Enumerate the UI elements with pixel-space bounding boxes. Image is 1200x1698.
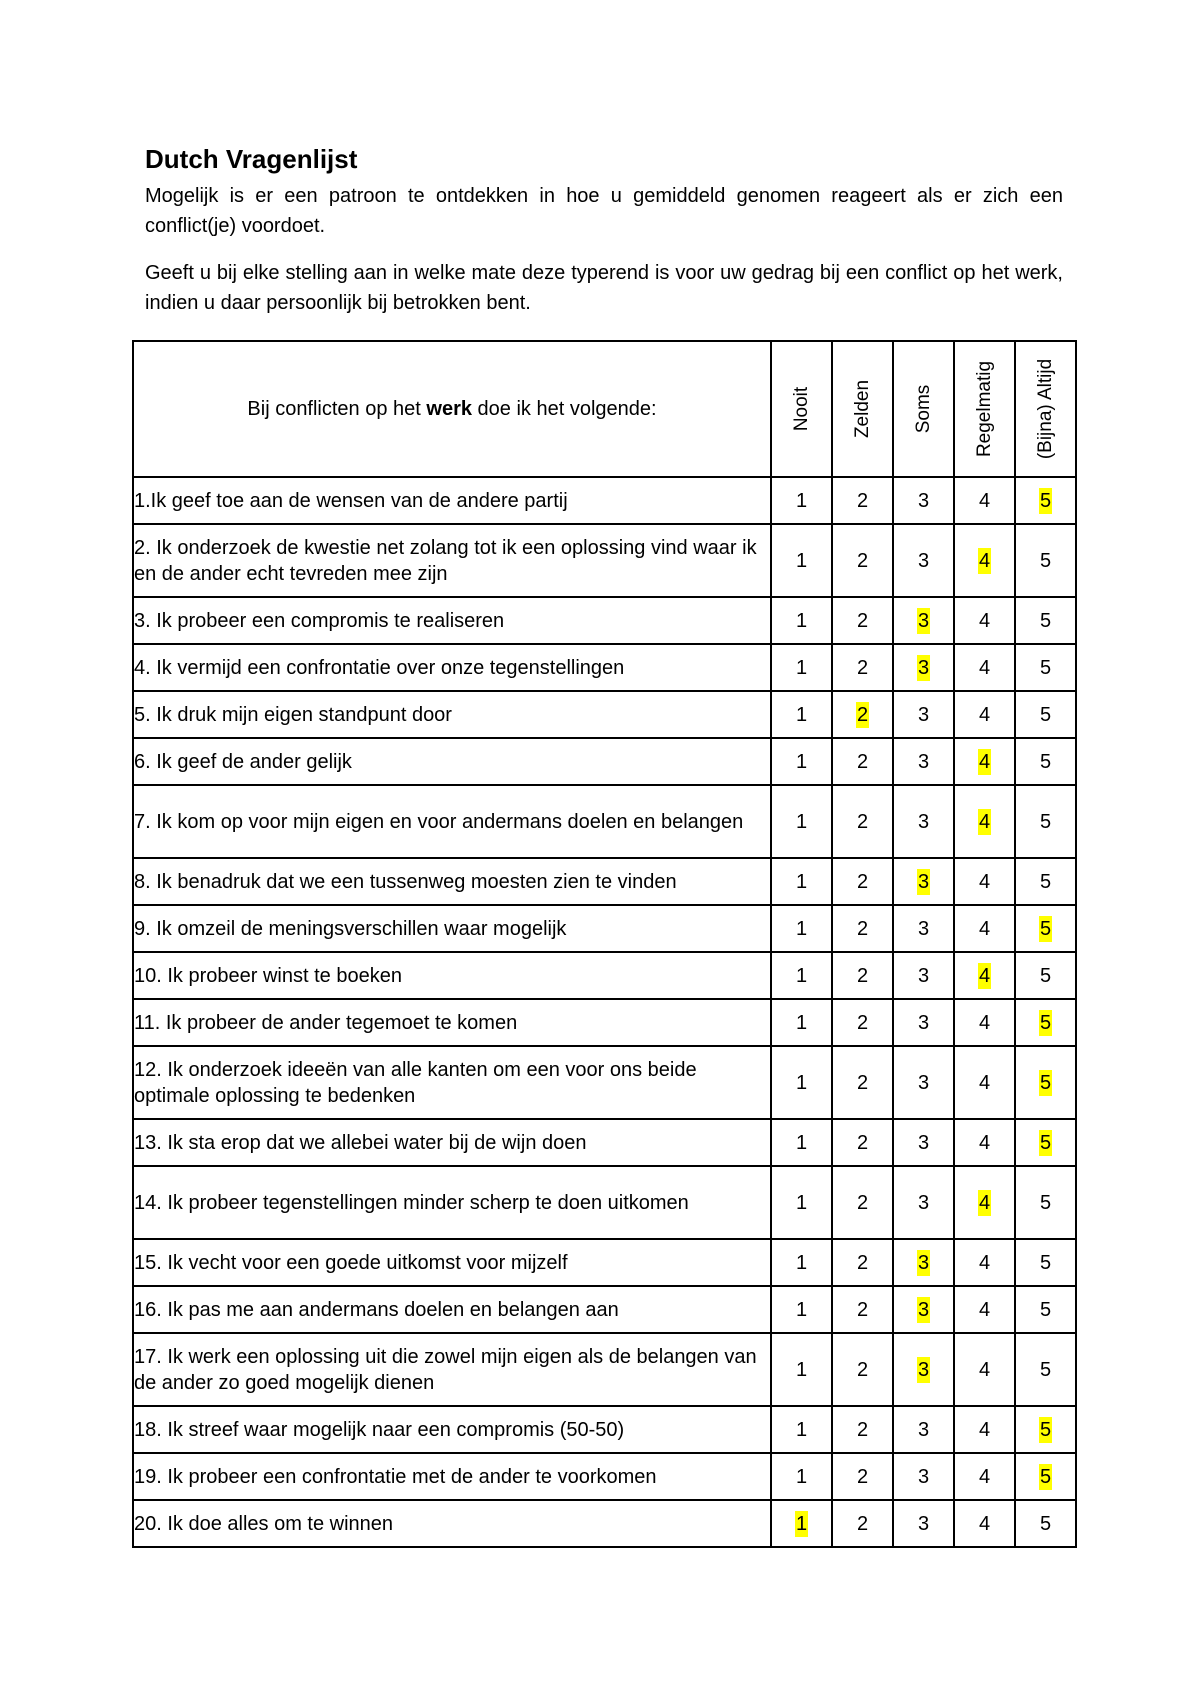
score-value: 1 [795, 1512, 808, 1535]
table-row [133, 1166, 1076, 1239]
statement-cell: 20. Ik doe alles om te winnen [133, 1500, 771, 1547]
score-option-2[interactable] [832, 905, 893, 952]
score-value: 1 [795, 1011, 808, 1034]
instruction-paragraph: Geeft u bij elke stelling aan in welke mate deze typerend is voor uw gedrag bij een conflict op het werk, indien u daar persoonlijk bij betrokken bent. [145, 262, 1063, 314]
score-value: 5 [1039, 750, 1052, 773]
score-value: 2 [856, 1191, 869, 1214]
score-value: 1 [795, 1418, 808, 1441]
score-option-4[interactable] [954, 952, 1015, 999]
score-option-2[interactable] [832, 1166, 893, 1239]
statement-cell: 5. Ik druk mijn eigen standpunt door [133, 691, 771, 738]
score-option-3[interactable] [893, 1046, 954, 1119]
score-value: 3 [917, 917, 930, 940]
score-value: 3 [917, 1512, 930, 1535]
score-value: 3 [917, 1071, 930, 1094]
score-value: 4 [978, 810, 991, 833]
score-value: 4 [978, 1512, 991, 1535]
score-option-5[interactable] [1015, 691, 1076, 738]
score-option-4[interactable] [954, 1166, 1015, 1239]
score-option-5[interactable] [1015, 1500, 1076, 1547]
score-option-4[interactable] [954, 1119, 1015, 1166]
score-option-2[interactable] [832, 1333, 893, 1406]
header-prefix: Bij conflicten op het [247, 398, 427, 420]
score-option-1[interactable] [771, 1500, 832, 1547]
score-value: 2 [856, 810, 869, 833]
score-value: 1 [795, 750, 808, 773]
score-value: 4 [978, 1191, 991, 1214]
score-option-1[interactable] [771, 1406, 832, 1453]
score-value: 3 [917, 750, 930, 773]
statement-cell: 14. Ik probeer tegenstellingen minder scherp te doen uitkomen [133, 1166, 771, 1239]
table-row [133, 691, 1076, 738]
score-value: 3 [917, 870, 930, 893]
score-value: 3 [917, 1465, 930, 1488]
score-value: 2 [856, 1251, 869, 1274]
scale-header-soms [893, 341, 954, 477]
score-value: 2 [856, 964, 869, 987]
score-value: 1 [795, 549, 808, 572]
score-option-5[interactable] [1015, 785, 1076, 858]
score-value: 1 [795, 1131, 808, 1154]
statement-cell: 6. Ik geef de ander gelijk [133, 738, 771, 785]
score-value: 5 [1039, 549, 1052, 572]
header-suffix: doe ik het volgende: [472, 398, 657, 420]
score-value: 3 [917, 1298, 930, 1321]
score-option-1[interactable] [771, 524, 832, 597]
score-value: 1 [795, 917, 808, 940]
score-option-3[interactable] [893, 597, 954, 644]
score-option-3[interactable] [893, 738, 954, 785]
score-value: 4 [978, 1358, 991, 1381]
score-option-5[interactable] [1015, 858, 1076, 905]
table-row [133, 1046, 1076, 1119]
scale-label: (Bijna) Altijd [1034, 358, 1056, 460]
score-value: 5 [1039, 1011, 1052, 1034]
statement-cell: 10. Ik probeer winst te boeken [133, 952, 771, 999]
score-option-4[interactable] [954, 1333, 1015, 1406]
score-option-4[interactable] [954, 858, 1015, 905]
score-value: 4 [978, 1131, 991, 1154]
score-value: 4 [978, 1011, 991, 1034]
score-option-4[interactable] [954, 1046, 1015, 1119]
scale-header-regelmatig [954, 341, 1015, 477]
score-option-1[interactable] [771, 1166, 832, 1239]
score-value: 1 [795, 1071, 808, 1094]
score-value: 2 [856, 1131, 869, 1154]
score-value: 3 [917, 489, 930, 512]
score-option-4[interactable] [954, 999, 1015, 1046]
score-value: 1 [795, 609, 808, 632]
score-option-3[interactable] [893, 644, 954, 691]
score-value: 5 [1039, 964, 1052, 987]
score-option-2[interactable] [832, 597, 893, 644]
score-value: 1 [795, 489, 808, 512]
page-title: Dutch Vragenlijst [145, 144, 358, 174]
score-option-3[interactable] [893, 785, 954, 858]
score-value: 4 [978, 1465, 991, 1488]
score-value: 5 [1039, 917, 1052, 940]
table-row [133, 477, 1076, 524]
score-value: 4 [978, 917, 991, 940]
score-option-5[interactable] [1015, 597, 1076, 644]
score-option-2[interactable] [832, 1500, 893, 1547]
scale-header-zelden [832, 341, 893, 477]
score-option-5[interactable] [1015, 1406, 1076, 1453]
scale-label: Nooit [790, 386, 812, 432]
questionnaire-table [132, 340, 1077, 1548]
score-value: 3 [917, 1011, 930, 1034]
score-value: 5 [1039, 1358, 1052, 1381]
score-value: 4 [978, 656, 991, 679]
score-value: 3 [917, 656, 930, 679]
score-value: 1 [795, 703, 808, 726]
score-value: 4 [978, 1071, 991, 1094]
score-option-1[interactable] [771, 858, 832, 905]
score-value: 4 [978, 750, 991, 773]
table-row [133, 644, 1076, 691]
score-value: 1 [795, 1191, 808, 1214]
score-option-5[interactable] [1015, 1453, 1076, 1500]
score-option-3[interactable] [893, 1333, 954, 1406]
score-option-3[interactable] [893, 1166, 954, 1239]
score-option-4[interactable] [954, 1286, 1015, 1333]
table-row [133, 1286, 1076, 1333]
statement-cell: 1.Ik geef toe aan de wensen van de andere partij [133, 477, 771, 524]
statement-cell: 2. Ik onderzoek de kwestie net zolang tot ik een oplossing vind waar ik en de ander echt tevreden mee zijn [133, 524, 771, 597]
score-value: 3 [917, 549, 930, 572]
score-option-1[interactable] [771, 597, 832, 644]
score-value: 2 [856, 750, 869, 773]
score-value: 5 [1039, 1418, 1052, 1441]
score-option-1[interactable] [771, 1286, 832, 1333]
table-row [133, 785, 1076, 858]
score-option-1[interactable] [771, 999, 832, 1046]
header-bold-word: werk [426, 398, 472, 420]
statement-cell: 3. Ik probeer een compromis te realiseren [133, 597, 771, 644]
score-value: 4 [978, 1298, 991, 1321]
score-value: 1 [795, 1298, 808, 1321]
statement-cell: 17. Ik werk een oplossing uit die zowel mijn eigen als de belangen van de ander zo goed mogelijk dienen [133, 1333, 771, 1406]
table-row [133, 1500, 1076, 1547]
statement-cell: 18. Ik streef waar mogelijk naar een compromis (50-50) [133, 1406, 771, 1453]
score-option-5[interactable] [1015, 905, 1076, 952]
statement-cell: 12. Ik onderzoek ideeën van alle kanten om een voor ons beide optimale oplossing te bedenken [133, 1046, 771, 1119]
score-option-2[interactable] [832, 738, 893, 785]
score-value: 1 [795, 870, 808, 893]
score-option-2[interactable] [832, 785, 893, 858]
score-value: 5 [1039, 1131, 1052, 1154]
questionnaire-body [133, 477, 1076, 1547]
table-row [133, 1239, 1076, 1286]
score-option-5[interactable] [1015, 1239, 1076, 1286]
score-option-4[interactable] [954, 905, 1015, 952]
score-value: 1 [795, 810, 808, 833]
score-value: 3 [917, 1251, 930, 1274]
score-option-5[interactable] [1015, 738, 1076, 785]
table-row [133, 738, 1076, 785]
scale-label: Zelden [851, 379, 873, 439]
score-value: 5 [1039, 1465, 1052, 1488]
statement-cell: 16. Ik pas me aan andermans doelen en belangen aan [133, 1286, 771, 1333]
score-value: 2 [856, 1418, 869, 1441]
score-option-4[interactable] [954, 597, 1015, 644]
score-value: 4 [978, 549, 991, 572]
score-value: 1 [795, 656, 808, 679]
statement-cell: 9. Ik omzeil de meningsverschillen waar mogelijk [133, 905, 771, 952]
statement-cell: 15. Ik vecht voor een goede uitkomst voor mijzelf [133, 1239, 771, 1286]
score-option-2[interactable] [832, 1286, 893, 1333]
score-value: 2 [856, 656, 869, 679]
score-value: 4 [978, 964, 991, 987]
score-option-4[interactable] [954, 738, 1015, 785]
score-option-4[interactable] [954, 1239, 1015, 1286]
score-option-2[interactable] [832, 524, 893, 597]
table-row [133, 1119, 1076, 1166]
score-option-4[interactable] [954, 785, 1015, 858]
score-value: 2 [856, 917, 869, 940]
score-option-5[interactable] [1015, 1333, 1076, 1406]
score-option-5[interactable] [1015, 999, 1076, 1046]
score-value: 4 [978, 870, 991, 893]
table-row [133, 1453, 1076, 1500]
table-row [133, 524, 1076, 597]
score-option-2[interactable] [832, 477, 893, 524]
score-option-3[interactable] [893, 858, 954, 905]
score-value: 2 [856, 870, 869, 893]
score-option-4[interactable] [954, 1453, 1015, 1500]
score-value: 5 [1039, 810, 1052, 833]
scale-header-nooit [771, 341, 832, 477]
score-option-2[interactable] [832, 1046, 893, 1119]
score-value: 2 [856, 1465, 869, 1488]
score-option-5[interactable] [1015, 952, 1076, 999]
score-value: 2 [856, 1358, 869, 1381]
score-option-3[interactable] [893, 524, 954, 597]
statement-cell: 13. Ik sta erop dat we allebei water bij de wijn doen [133, 1119, 771, 1166]
score-option-2[interactable] [832, 1119, 893, 1166]
score-value: 4 [978, 489, 991, 512]
score-value: 2 [856, 609, 869, 632]
score-value: 3 [917, 703, 930, 726]
score-value: 1 [795, 1358, 808, 1381]
score-value: 3 [917, 1358, 930, 1381]
score-option-3[interactable] [893, 905, 954, 952]
score-option-1[interactable] [771, 1119, 832, 1166]
statement-cell: 7. Ik kom op voor mijn eigen en voor andermans doelen en belangen [133, 785, 771, 858]
score-option-4[interactable] [954, 477, 1015, 524]
score-option-2[interactable] [832, 644, 893, 691]
score-option-5[interactable] [1015, 644, 1076, 691]
table-row [133, 999, 1076, 1046]
score-option-3[interactable] [893, 999, 954, 1046]
score-value: 5 [1039, 1251, 1052, 1274]
score-option-4[interactable] [954, 691, 1015, 738]
score-value: 2 [856, 489, 869, 512]
score-option-3[interactable] [893, 691, 954, 738]
score-option-1[interactable] [771, 738, 832, 785]
score-value: 4 [978, 703, 991, 726]
score-value: 5 [1039, 1071, 1052, 1094]
table-row [133, 597, 1076, 644]
score-value: 5 [1039, 703, 1052, 726]
score-value: 5 [1039, 1191, 1052, 1214]
score-option-4[interactable] [954, 1500, 1015, 1547]
score-option-3[interactable] [893, 1453, 954, 1500]
score-value: 5 [1039, 870, 1052, 893]
score-option-3[interactable] [893, 1286, 954, 1333]
score-value: 3 [917, 1418, 930, 1441]
score-option-5[interactable] [1015, 477, 1076, 524]
score-option-5[interactable] [1015, 1166, 1076, 1239]
score-option-3[interactable] [893, 1406, 954, 1453]
score-option-2[interactable] [832, 952, 893, 999]
score-value: 5 [1039, 609, 1052, 632]
score-option-1[interactable] [771, 1453, 832, 1500]
score-value: 4 [978, 1251, 991, 1274]
table-row [133, 858, 1076, 905]
score-option-2[interactable] [832, 691, 893, 738]
score-option-1[interactable] [771, 785, 832, 858]
score-value: 1 [795, 1251, 808, 1274]
score-value: 4 [978, 609, 991, 632]
scale-label: Soms [912, 384, 934, 434]
statement-column-header [133, 341, 771, 477]
score-value: 2 [856, 1298, 869, 1321]
scale-label: Regelmatig [973, 360, 995, 458]
score-option-2[interactable] [832, 858, 893, 905]
statement-cell: 11. Ik probeer de ander tegemoet te komen [133, 999, 771, 1046]
score-option-5[interactable] [1015, 1046, 1076, 1119]
statement-cell: 4. Ik vermijd een confrontatie over onze tegenstellingen [133, 644, 771, 691]
statement-cell: 19. Ik probeer een confrontatie met de ander te voorkomen [133, 1453, 771, 1500]
table-row [133, 905, 1076, 952]
score-option-2[interactable] [832, 1239, 893, 1286]
score-value: 1 [795, 964, 808, 987]
score-option-5[interactable] [1015, 1286, 1076, 1333]
statement-cell: 8. Ik benadruk dat we een tussenweg moesten zien te vinden [133, 858, 771, 905]
score-option-1[interactable] [771, 1239, 832, 1286]
score-option-3[interactable] [893, 952, 954, 999]
score-value: 3 [917, 810, 930, 833]
table-header-row [133, 341, 1076, 477]
score-option-4[interactable] [954, 1406, 1015, 1453]
score-value: 2 [856, 1011, 869, 1034]
score-option-3[interactable] [893, 1239, 954, 1286]
score-option-2[interactable] [832, 1453, 893, 1500]
score-option-1[interactable] [771, 952, 832, 999]
score-value: 3 [917, 609, 930, 632]
score-value: 5 [1039, 656, 1052, 679]
score-option-2[interactable] [832, 999, 893, 1046]
score-value: 5 [1039, 1298, 1052, 1321]
score-value: 2 [856, 1071, 869, 1094]
score-option-5[interactable] [1015, 524, 1076, 597]
scale-header-bijna-altijd [1015, 341, 1076, 477]
score-value: 1 [795, 1465, 808, 1488]
score-option-2[interactable] [832, 1406, 893, 1453]
score-value: 4 [978, 1418, 991, 1441]
score-option-3[interactable] [893, 1500, 954, 1547]
score-option-1[interactable] [771, 691, 832, 738]
score-option-1[interactable] [771, 477, 832, 524]
score-option-1[interactable] [771, 1333, 832, 1406]
score-option-3[interactable] [893, 1119, 954, 1166]
intro-paragraph: Mogelijk is er een patroon te ontdekken in hoe u gemiddeld genomen reageert als er zich een conflict(je) voordoet. [145, 185, 1063, 237]
score-option-1[interactable] [771, 644, 832, 691]
table-row [133, 1333, 1076, 1406]
score-option-4[interactable] [954, 524, 1015, 597]
score-value: 5 [1039, 489, 1052, 512]
score-value: 5 [1039, 1512, 1052, 1535]
score-value: 3 [917, 1191, 930, 1214]
score-value: 2 [856, 549, 869, 572]
table-row [133, 1406, 1076, 1453]
score-option-1[interactable] [771, 905, 832, 952]
score-option-3[interactable] [893, 477, 954, 524]
score-option-4[interactable] [954, 644, 1015, 691]
score-value: 2 [856, 1512, 869, 1535]
score-value: 2 [856, 703, 869, 726]
score-value: 3 [917, 1131, 930, 1154]
score-option-1[interactable] [771, 1046, 832, 1119]
table-row [133, 952, 1076, 999]
score-option-5[interactable] [1015, 1119, 1076, 1166]
score-value: 3 [917, 964, 930, 987]
